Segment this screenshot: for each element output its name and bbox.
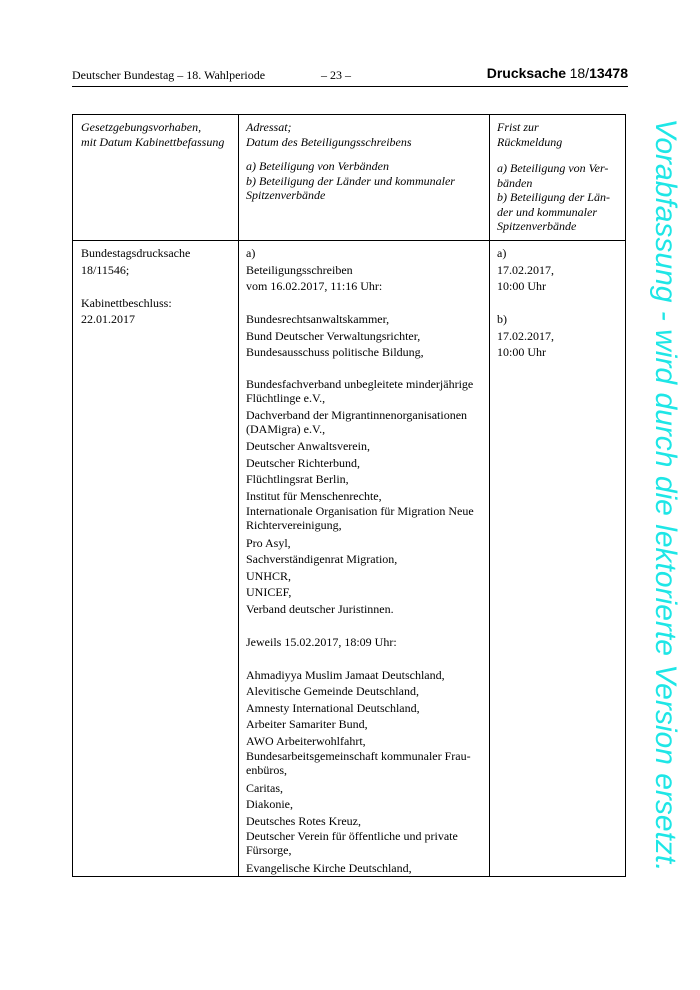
- header-publication: Deutscher Bundestag – 18. Wahlperiode: [72, 68, 266, 82]
- header-col2-sub-b1: b) Beteiligung der Länder und kommunaler: [246, 173, 455, 188]
- addressee-item: Verband deutscher Juristinnen.: [246, 601, 394, 616]
- header-col1-line2: mit Datum Kabinettbefassung: [81, 134, 225, 149]
- deadline-b-time: 10:00 Uhr: [497, 345, 546, 359]
- addressee-item: Deutscher Richterbund,: [246, 455, 360, 470]
- header-col2-line1: Adressat;: [246, 120, 292, 134]
- addressee-line: Bundesfachverband unbegleitete minderjährige: [246, 377, 474, 391]
- addressee-line: Richtervereinigung,: [246, 518, 342, 532]
- addressee-item: Ahmadiyya Muslim Jamaat Deutschland,: [246, 667, 445, 682]
- deadline-a-label: a): [497, 246, 507, 260]
- header-col3-sub-1: a) Beteiligung von Ver-: [497, 161, 609, 175]
- letter-date-2: Jeweils 15.02.2017, 18:09 Uhr:: [246, 634, 397, 649]
- document-number: [487, 65, 628, 83]
- addressee-line: Deutscher Verein für öffentliche und private: [246, 829, 458, 843]
- consultation-table: [72, 114, 626, 877]
- header-col-legislation: [81, 120, 224, 149]
- cabinet-label: Kabinettbeschluss:: [81, 295, 172, 310]
- row-deadlines: [497, 245, 554, 361]
- header-col3-line2: Rückmeldung: [497, 134, 563, 149]
- letter-date: vom 16.02.2017, 11:16 Uhr:: [246, 279, 383, 293]
- addressee-item: UNICEF,: [246, 585, 292, 599]
- addressee-item: [246, 504, 474, 535]
- header-col-deadline: [497, 120, 610, 234]
- addressee-line: Dachverband der Migrantinnenorganisationen: [246, 407, 468, 422]
- addressee-item: Amnesty International Deutschland,: [246, 700, 420, 715]
- deadline-b-label: b): [497, 312, 507, 326]
- column-divider-1: [238, 115, 239, 876]
- addressee-item: Evangelische Kirche Deutschland,: [246, 860, 412, 875]
- addressee-item: [246, 408, 474, 439]
- cabinet-date: 22.01.2017: [81, 312, 135, 326]
- deadline-a-time: 10:00 Uhr: [497, 279, 546, 293]
- doc-number-prefix: 18/: [569, 65, 590, 81]
- header-divider: [73, 240, 625, 241]
- column-divider-2: [489, 115, 490, 876]
- header-col3-sub-5: Spitzenverbände: [497, 219, 577, 233]
- page-number: – 23 –: [321, 68, 351, 82]
- header-col3-line1: Frist zur: [497, 120, 539, 134]
- header-col3-sub-3: b) Beteiligung der Län-: [497, 190, 610, 204]
- header-col2-sub-a: a) Beteiligung von Verbänden: [246, 159, 389, 173]
- header-col2-line2: Datum des Beteiligungsschreibens: [246, 134, 412, 149]
- header-col-addressee: [246, 120, 455, 203]
- addressee-item: Diakonie,: [246, 797, 293, 811]
- addressee-item: Flüchtlingsrat Berlin,: [246, 472, 349, 486]
- header-col1-line1: Gesetzgebungsvorhaben,: [81, 120, 202, 134]
- addressee-item: Pro Asyl,: [246, 535, 291, 550]
- header-col3-sub-4: der und kommunaler: [497, 204, 597, 219]
- addressee-item: Deutsches Rotes Kreuz,: [246, 813, 361, 828]
- header-col2-sub-b2: Spitzenverbände: [246, 188, 326, 202]
- doc-number-main: 13478: [589, 65, 628, 81]
- doc-label: Drucksache: [486, 65, 567, 81]
- row-addressees: [246, 245, 474, 876]
- addressee-item: UNHCR,: [246, 568, 292, 583]
- watermark-text: Vorabfassung - wird durch die lektorierte Version ersetzt.: [649, 118, 682, 872]
- addressee-line: (DAMigra) e.V.,: [246, 421, 326, 436]
- addressee-item: [246, 749, 474, 780]
- drucksache-number: 18/11546;: [81, 262, 130, 277]
- addressee-item: Institut für Menschenrechte,: [246, 488, 382, 503]
- addressee-item: [246, 377, 474, 408]
- addressee-line: enbüros,: [246, 763, 287, 777]
- addressee-item: Alevitische Gemeinde Deutschland,: [246, 684, 419, 698]
- addressee-item: Bund Deutscher Verwaltungsrichter,: [246, 328, 421, 343]
- deadline-b-date: 17.02.2017,: [497, 328, 554, 343]
- addressee-item: Deutscher Anwaltsverein,: [246, 439, 370, 453]
- addressee-item: Caritas,: [246, 780, 283, 795]
- letter-label: Beteiligungsschreiben: [246, 262, 353, 277]
- row-legislation: [81, 245, 190, 328]
- addressee-item: [246, 829, 474, 860]
- addressee-line: Bundesarbeitsgemeinschaft kommunaler Frau-: [246, 749, 471, 763]
- header-col3-sub-2: bänden: [497, 175, 533, 190]
- addressee-item: Arbeiter Samariter Bund,: [246, 717, 368, 731]
- drucksache-label: Bundestagsdrucksache: [81, 246, 191, 260]
- addressee-item: Bundesrechtsanwaltskammer,: [246, 312, 390, 326]
- deadline-a-date: 17.02.2017,: [497, 262, 554, 277]
- addressee-a-label: a): [246, 246, 256, 260]
- page-header: [72, 66, 628, 87]
- addressee-item: Sachverständigenrat Migration,: [246, 552, 398, 566]
- addressee-item: AWO Arbeiterwohlfahrt,: [246, 733, 366, 748]
- addressee-line: Internationale Organisation für Migration Neue: [246, 504, 474, 518]
- addressee-item: Bundesausschuss politische Bildung,: [246, 345, 424, 359]
- addressee-line: Fürsorge,: [246, 843, 292, 857]
- addressee-line: Flüchtlinge e.V.,: [246, 391, 326, 405]
